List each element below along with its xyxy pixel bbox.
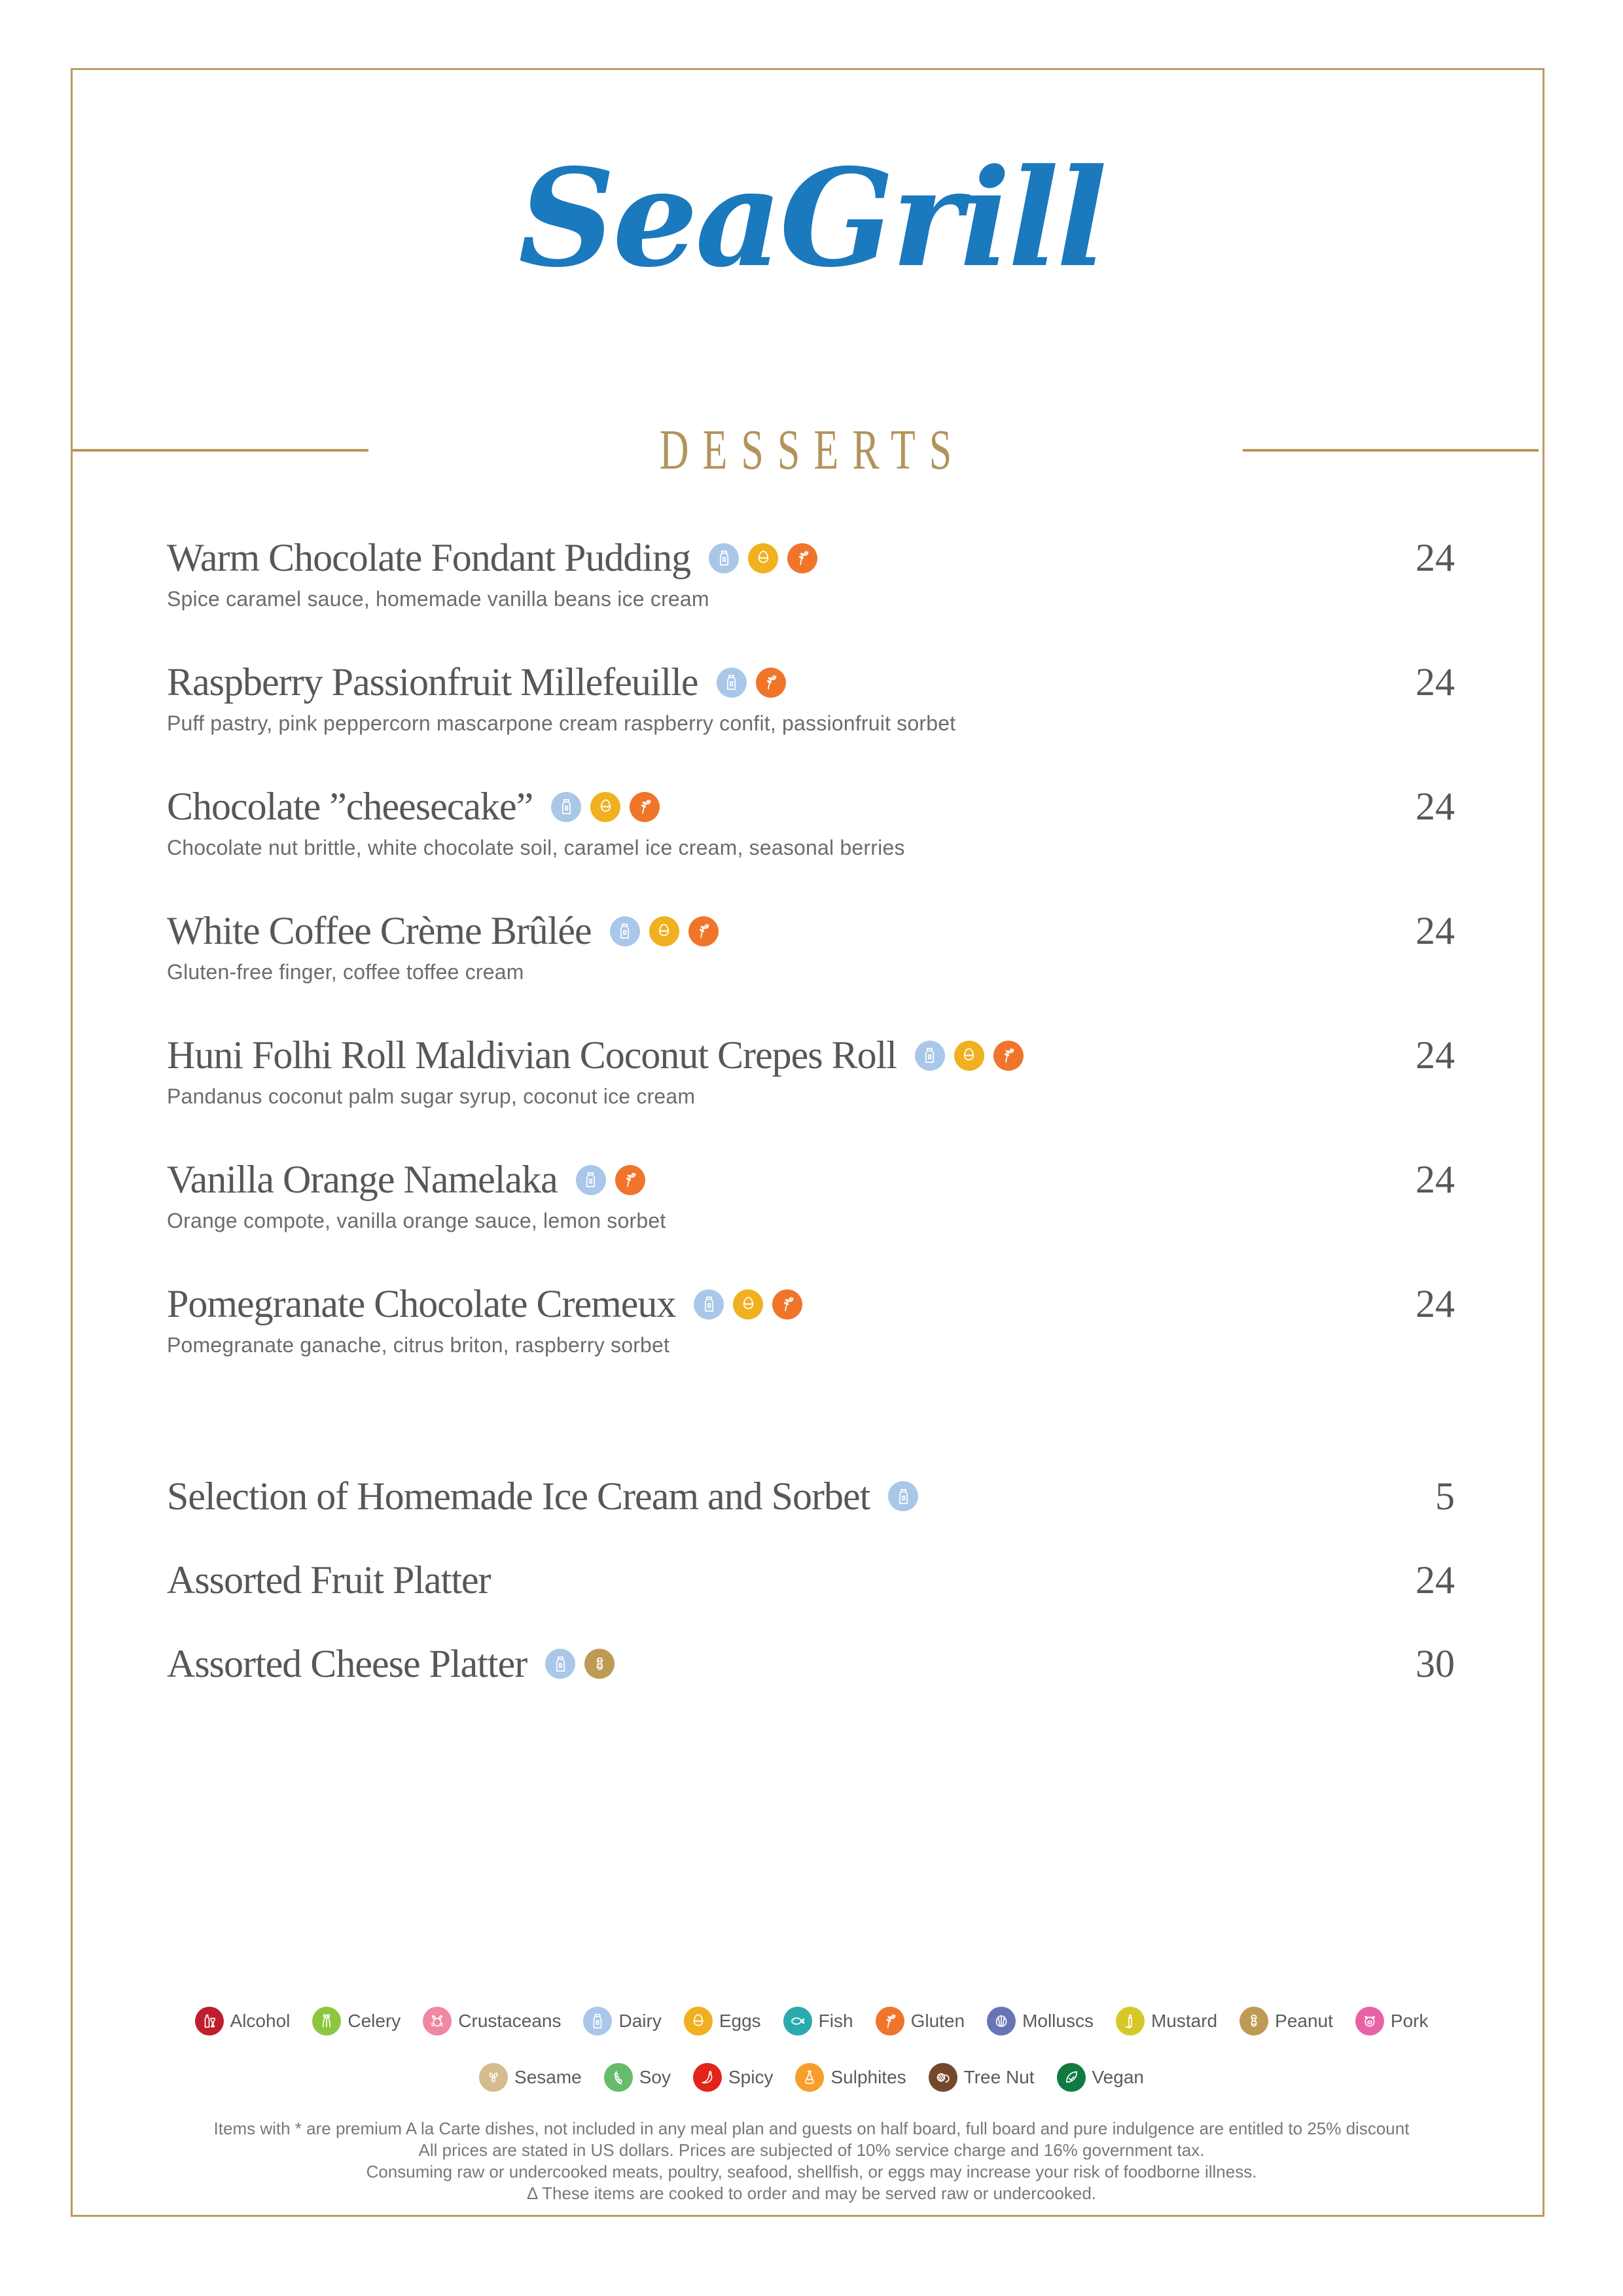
dairy-icon	[915, 1041, 945, 1071]
legend-label: Dairy	[618, 2011, 662, 2031]
dairy-icon	[888, 1481, 918, 1511]
legend-label: Eggs	[719, 2011, 761, 2031]
dairy-icon	[576, 1165, 606, 1195]
soy-icon	[604, 2063, 633, 2092]
legend-item	[583, 2007, 661, 2036]
legend-label: Soy	[639, 2067, 671, 2087]
molluscs-icon	[987, 2007, 1016, 2036]
peanut-icon	[584, 1649, 615, 1679]
vegan-icon	[1057, 2063, 1086, 2092]
menu-item-name: Assorted Fruit Platter	[167, 1558, 491, 1602]
menu-list-simple	[167, 1454, 1455, 1706]
menu-item-header	[167, 908, 1455, 954]
menu-item-allergens	[709, 543, 817, 573]
legend-label: Molluscs	[1022, 2011, 1094, 2031]
treenut-icon	[929, 2063, 957, 2092]
legend-label: Spicy	[728, 2067, 774, 2087]
eggs-icon	[649, 916, 679, 946]
menu-item-header	[167, 1033, 1455, 1078]
menu-item-description: Pomegranate ganache, citrus briton, raspberry sorbet	[167, 1333, 670, 1357]
menu-item-allergens	[694, 1289, 802, 1319]
legend-label: Vegan	[1092, 2067, 1144, 2087]
menu-item-price: 24	[1416, 1033, 1455, 1077]
menu-item-allergens	[551, 792, 660, 822]
gluten-icon	[756, 668, 786, 698]
legend-label: Mustard	[1150, 2011, 1218, 2031]
peanut-icon	[1240, 2007, 1268, 2036]
menu-item-header	[167, 535, 1455, 581]
menu-list	[167, 535, 1455, 1406]
celery-icon	[312, 2007, 341, 2036]
legend-label: Crustaceans	[458, 2011, 562, 2031]
menu-item-header	[167, 1157, 1455, 1202]
mustard-icon	[1116, 2007, 1145, 2036]
divider-line-right	[1243, 449, 1539, 452]
gluten-icon	[630, 792, 660, 822]
menu-item-allergens	[915, 1041, 1024, 1071]
eggs-icon	[733, 1289, 763, 1319]
legend-label: Fish	[818, 2011, 853, 2031]
crustaceans-icon	[423, 2007, 452, 2036]
menu-item-name: Raspberry Passionfruit Millefeuille	[167, 660, 698, 704]
dairy-icon	[717, 668, 747, 698]
eggs-icon	[954, 1041, 984, 1071]
fish-icon	[783, 2007, 812, 2036]
legend-item	[929, 2063, 1035, 2092]
spicy-icon	[693, 2063, 722, 2092]
footer-note-3: Consuming raw or undercooked meats, poultry, seafood, shellfish, or eggs may increase your risk of foodborne illness.	[366, 2162, 1257, 2181]
menu-item-allergens	[717, 668, 786, 698]
menu-item	[167, 1157, 1455, 1282]
gluten-icon	[688, 916, 719, 946]
legend-item	[312, 2007, 401, 2036]
menu-item-description: Chocolate nut brittle, white chocolate soil, caramel ice cream, seasonal berries	[167, 836, 905, 859]
menu-item	[167, 1622, 1455, 1706]
menu-item-name: White Coffee Crème Brûlée	[167, 909, 592, 952]
legend-item	[1116, 2007, 1217, 2036]
menu-item-name: Assorted Cheese Platter	[167, 1641, 527, 1685]
menu-item	[167, 1282, 1455, 1406]
dairy-icon	[545, 1649, 575, 1679]
menu-item-header	[167, 1454, 1455, 1538]
menu-item	[167, 1033, 1455, 1157]
menu-item	[167, 1538, 1455, 1622]
menu-item-name: Huni Folhi Roll Maldivian Coconut Crepes Roll	[167, 1033, 897, 1077]
menu-item-name: Warm Chocolate Fondant Pudding	[167, 536, 691, 579]
menu-item-description: Gluten-free finger, coffee toffee cream	[167, 960, 524, 984]
menu-item-name: Chocolate ”cheesecake”	[167, 785, 533, 828]
menu-item	[167, 1454, 1455, 1538]
footer-note-1: Items with * are premium A la Carte dishes, not included in any meal plan and guests on half board, full board and pure indulgence are entitled to 25% discount	[213, 2119, 1410, 2138]
legend-item	[876, 2007, 965, 2036]
footer-notes	[85, 2118, 1538, 2204]
menu-item-description: Spice caramel sauce, homemade vanilla beans ice cream	[167, 587, 709, 611]
pork-icon	[1355, 2007, 1384, 2036]
legend-label: Sulphites	[830, 2067, 906, 2087]
divider-line-left	[73, 449, 368, 452]
legend-item	[795, 2063, 906, 2092]
menu-item-allergens	[576, 1165, 645, 1195]
section-header	[73, 418, 1539, 481]
gluten-icon	[787, 543, 817, 573]
menu-item-price: 5	[1435, 1474, 1455, 1518]
legend-item	[783, 2007, 853, 2036]
legend-label: Celery	[348, 2011, 401, 2031]
menu-item-allergens	[888, 1481, 918, 1511]
menu-item-header	[167, 1282, 1455, 1327]
menu-item-price: 24	[1416, 660, 1455, 704]
eggs-icon	[748, 543, 778, 573]
gluten-icon	[876, 2007, 904, 2036]
menu-item-header	[167, 660, 1455, 705]
menu-item-price: 24	[1416, 1282, 1455, 1325]
menu-item-name: Vanilla Orange Namelaka	[167, 1158, 558, 1201]
legend-item	[1057, 2063, 1144, 2092]
legend-label: Peanut	[1275, 2011, 1333, 2031]
legend-item	[1355, 2007, 1429, 2036]
menu-item-allergens	[610, 916, 719, 946]
menu-item-description: Orange compote, vanilla orange sauce, lemon sorbet	[167, 1209, 666, 1232]
dairy-icon	[709, 543, 739, 573]
legend-item	[693, 2063, 773, 2092]
menu-item-header	[167, 784, 1455, 829]
menu-item-header	[167, 1622, 1455, 1706]
allergen-legend	[85, 2007, 1538, 2092]
footer-note-2: All prices are stated in US dollars. Prices are subjected of 10% service charge and 16% government tax.	[418, 2140, 1205, 2160]
dairy-icon	[610, 916, 640, 946]
legend-row-1	[85, 2007, 1538, 2036]
dairy-icon	[583, 2007, 612, 2036]
sulphites-icon	[795, 2063, 824, 2092]
legend-label: Pork	[1390, 2011, 1429, 2031]
menu-item-description: Puff pastry, pink peppercorn mascarpone cream raspberry confit, passionfruit sorbet	[167, 711, 956, 735]
legend-item	[479, 2063, 582, 2092]
gluten-icon	[772, 1289, 802, 1319]
menu-item-price: 24	[1416, 785, 1455, 828]
menu-item-description: Pandanus coconut palm sugar syrup, coconut ice cream	[167, 1085, 696, 1108]
legend-item	[195, 2007, 291, 2036]
menu-item-name: Selection of Homemade Ice Cream and Sorbet	[167, 1474, 870, 1518]
gluten-icon	[615, 1165, 645, 1195]
footer-note-4: Δ These items are cooked to order and may be served raw or undercooked.	[526, 2183, 1097, 2203]
eggs-icon	[684, 2007, 713, 2036]
eggs-icon	[590, 792, 620, 822]
legend-label: Gluten	[910, 2011, 965, 2031]
legend-item	[1240, 2007, 1333, 2036]
menu-item-price: 24	[1416, 536, 1455, 579]
menu-item	[167, 535, 1455, 660]
sesame-icon	[479, 2063, 508, 2092]
menu-item-price: 24	[1416, 1558, 1455, 1602]
alcohol-icon	[195, 2007, 224, 2036]
legend-label: Alcohol	[230, 2011, 291, 2031]
menu-item-allergens	[545, 1649, 615, 1679]
legend-label: Sesame	[514, 2067, 582, 2087]
legend-item	[604, 2063, 671, 2092]
dairy-icon	[551, 792, 581, 822]
menu-item	[167, 784, 1455, 908]
menu-item-header	[167, 1538, 1455, 1622]
gluten-icon	[993, 1041, 1024, 1071]
menu-item-name: Pomegranate Chocolate Cremeux	[167, 1282, 676, 1325]
dairy-icon	[694, 1289, 724, 1319]
menu-item	[167, 660, 1455, 784]
restaurant-logo: SeaGrill	[518, 140, 1105, 297]
legend-item	[423, 2007, 561, 2036]
legend-label: Tree Nut	[963, 2067, 1035, 2087]
menu-item	[167, 908, 1455, 1033]
legend-row-2	[85, 2063, 1538, 2092]
section-title: DESSERTS	[659, 418, 966, 481]
menu-item-price: 24	[1416, 909, 1455, 952]
legend-item	[987, 2007, 1094, 2036]
legend-item	[684, 2007, 761, 2036]
menu-item-price: 24	[1416, 1158, 1455, 1201]
menu-item-price: 30	[1416, 1641, 1455, 1685]
